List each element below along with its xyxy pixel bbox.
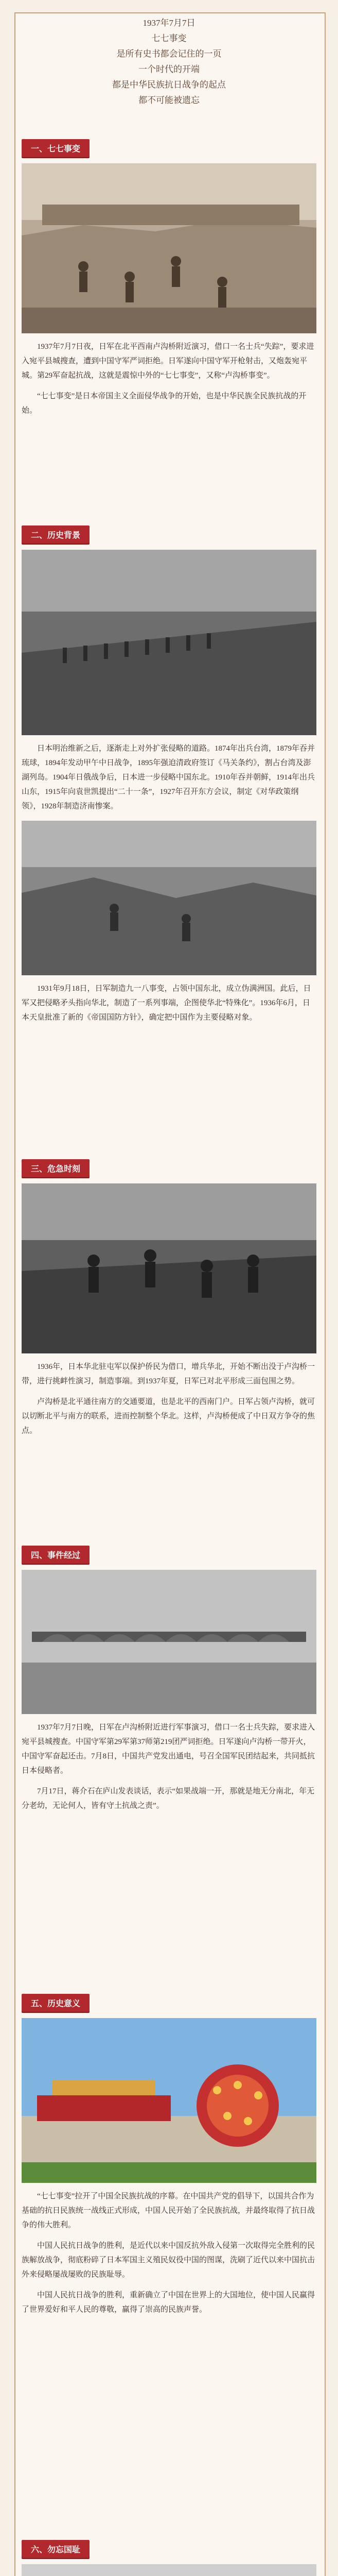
section-paragraph: 1937年7月7日夜，日军在北平西南卢沟桥附近演习，借口一名士兵“失踪”，要求进入宛平县城搜查，遭到中国守军严词拒绝。日军遂向中国守军开枪射击，又炮轰宛平城。第29军奋起抗战，这就是震惊中外的“七七事变”，又称“卢沟桥事变”。 bbox=[22, 343, 314, 380]
section-paragraph: “七七事变”是日本帝国主义全面侵华战争的开始，也是中华民族全民族抗战的开始。 bbox=[22, 392, 307, 415]
section-paragraph: 中国人民抗日战争的胜利，重新确立了中国在世界上的大国地位，使中国人民赢得了世界爱好和平人民的尊敬，赢得了崇高的民族声誉。 bbox=[22, 2291, 315, 2314]
section-4 bbox=[22, 1546, 316, 1813]
section-paragraph: 1936年，日本华北驻屯军以保护侨民为借口，增兵华北，开始不断出没于卢沟桥一带，进行挑衅性演习，制造事端。到1937年夏，日军已对北平形成三面包围之势。 bbox=[22, 1363, 315, 1385]
intro-line: 是所有史书都会记住的一页 bbox=[116, 49, 222, 59]
section-paragraph: 卢沟桥是北平通往南方的交通要道，也是北平的西南门户。日军占领卢沟桥，就可以切断北平与南方的联系，进而控制整个华北。这样，卢沟桥便成了中日双方争夺的焦点。 bbox=[22, 1398, 315, 1435]
section-paragraph: 7月17日，蒋介石在庐山发表谈话，表示“如果战端一开，那就是地无分南北，年无分老幼，无论何人，皆有守土抗战之责”。 bbox=[22, 1787, 315, 1810]
marco-polo-bridge-photo bbox=[22, 1570, 316, 1714]
section-paragraph: 中国人民抗日战争的胜利，是近代以来中国反抗外敌入侵第一次取得完全胜利的民族解放战争，彻底粉碎了日本军国主义殖民奴役中国的图谋，洗刷了近代以来中国抗击外来侵略屡战屡败的民族耻辱。 bbox=[22, 2242, 315, 2279]
section-1 bbox=[22, 139, 316, 418]
military-parade-photo bbox=[22, 2564, 316, 2576]
battle-photo bbox=[22, 163, 316, 333]
intro-line: 一个时代的开端 bbox=[138, 64, 200, 74]
intro-line: 都不可能被遗忘 bbox=[138, 95, 200, 105]
section-badge: 五、历史意义 bbox=[22, 1994, 90, 2012]
tiananmen-celebration-photo bbox=[22, 2018, 316, 2183]
section-paragraph: “七七事变”拉开了中国全民族抗战的序幕。在中国共产党的倡导下，以国共合作为基础的抗日民族统一战线正式形成，中国人民开始了全民族抗战，并最终取得了抗日战争的伟大胜利。 bbox=[22, 2192, 315, 2229]
ruins-photo bbox=[22, 821, 316, 975]
section-paragraph: 1937年7月7日晚，日军在卢沟桥附近进行军事演习，借口一名士兵失踪，要求进入宛平县城搜查。中国守军第29军第37师第219团严词拒绝。日军遂向卢沟桥一带开火，中国守军奋起还击。7月8日，中国共产党发出通电，号召全国军民团结起来，共同抵抗日本侵略者。 bbox=[22, 1723, 315, 1775]
troops-marching-photo bbox=[22, 550, 316, 735]
section-badge: 三、危急时刻 bbox=[22, 1159, 90, 1177]
intro-block bbox=[0, 15, 338, 108]
section-badge: 四、事件经过 bbox=[22, 1546, 90, 1564]
section-5 bbox=[22, 1994, 316, 2317]
section-6 bbox=[22, 2540, 316, 2576]
intro-line: 都是中华民族抗日战争的起点 bbox=[112, 80, 226, 90]
section-badge: 六、勿忘国耻 bbox=[22, 2540, 90, 2558]
section-badge: 一、七七事变 bbox=[22, 139, 90, 157]
soldiers-photo bbox=[22, 1183, 316, 1353]
intro-line: 1937年7月7日 bbox=[143, 18, 195, 28]
section-badge: 二、历史背景 bbox=[22, 526, 90, 544]
intro-line: 七七事变 bbox=[151, 33, 187, 43]
section-2 bbox=[22, 526, 316, 1025]
section-paragraph: 1931年9月18日，日军制造九一八事变，占领中国东北，成立伪满洲国。此后，日军又把侵略矛头指向华北，制造了一系列事端，企图使华北“特殊化”。1936年6月，日本天皇批准了新的《帝国国防方针》，确定把中国作为主要侵略对象。 bbox=[22, 985, 311, 1022]
section-paragraph: 日本明治维新之后，逐渐走上对外扩张侵略的道路。1874年出兵台湾，1879年吞并琉球，1894年发动甲午中日战争，1895年强迫清政府签订《马关条约》，割占台湾及澎湖列岛。1904年日俄战争后，日本进一步侵略中国东北。1910年吞并朝鲜，1914年出兵山东，1915年向袁世凯提出“二十一条”，1927年召开东方会议，制定《对华政策纲领》，1928年制造济南惨案。 bbox=[22, 744, 315, 810]
section-3 bbox=[22, 1159, 316, 1438]
